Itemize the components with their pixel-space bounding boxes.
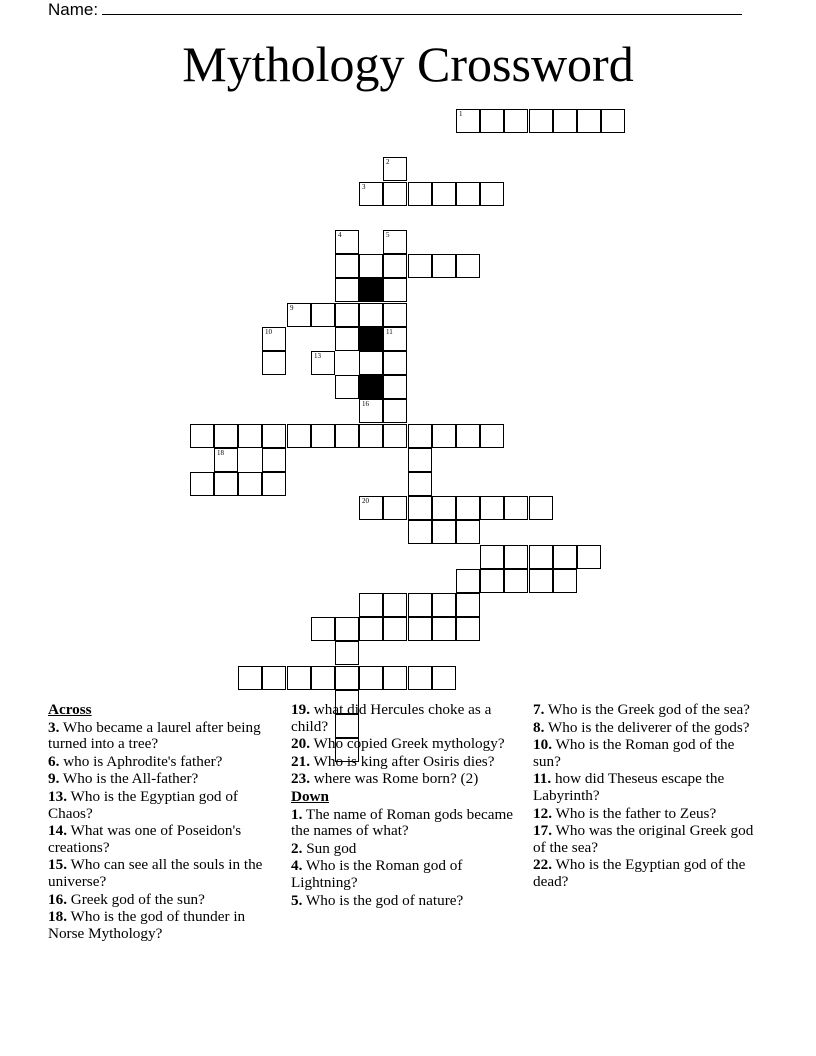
crossword-cell[interactable]	[311, 424, 335, 448]
clue-number: 9	[290, 304, 294, 312]
crossword-cell[interactable]	[408, 496, 432, 520]
crossword-cell[interactable]	[480, 424, 504, 448]
crossword-cell[interactable]	[335, 617, 359, 641]
crossword-cell[interactable]	[553, 569, 577, 593]
crossword-cell[interactable]	[408, 448, 432, 472]
clue-item	[48, 771, 276, 788]
crossword-cell[interactable]	[480, 109, 504, 133]
clue-number-label: 6.	[48, 752, 60, 770]
clue-item	[48, 789, 276, 822]
clue-text: Who can see all the souls in the universe?	[48, 856, 263, 890]
clue-item	[48, 720, 276, 753]
crossword-cell[interactable]	[432, 182, 456, 206]
crossword-cell[interactable]	[383, 157, 407, 181]
crossword-cell[interactable]	[335, 278, 359, 302]
crossword-cell[interactable]	[432, 496, 456, 520]
crossword-cell[interactable]	[335, 327, 359, 351]
crossword-cell[interactable]	[504, 109, 528, 133]
crossword-cell[interactable]	[359, 617, 383, 641]
clue-number-label: 4.	[291, 857, 303, 875]
crossword-block	[359, 278, 383, 302]
clue-text: Who is the All-father?	[62, 770, 199, 788]
crossword-cell[interactable]	[408, 424, 432, 448]
clue-text: who is Aphrodite's father?	[63, 752, 223, 770]
crossword-cell[interactable]	[359, 254, 383, 278]
clue-item	[48, 892, 276, 909]
crossword-cell[interactable]	[504, 496, 528, 520]
clues-column-1	[48, 702, 276, 943]
across-clue-list	[48, 720, 276, 943]
clue-number-label: 15.	[48, 856, 67, 874]
clue-text: Sun god	[306, 839, 357, 857]
clue-item	[533, 771, 761, 804]
crossword-cell[interactable]	[432, 593, 456, 617]
clue-text: Who was the original Greek god of the sea?	[533, 822, 754, 856]
crossword-cell[interactable]	[311, 303, 335, 327]
crossword-cell[interactable]	[238, 666, 262, 690]
crossword-cell[interactable]	[529, 569, 553, 593]
crossword-cell[interactable]	[383, 254, 407, 278]
crossword-cell[interactable]	[359, 666, 383, 690]
crossword-cell[interactable]	[311, 617, 335, 641]
crossword-cell[interactable]	[432, 617, 456, 641]
clue-item	[291, 736, 519, 753]
crossword-cell[interactable]	[383, 424, 407, 448]
crossword-cell[interactable]	[238, 424, 262, 448]
clue-text: Greek god of the sun?	[70, 890, 205, 908]
clue-item	[291, 841, 519, 858]
clue-number-label: 10.	[533, 736, 552, 754]
crossword-cell[interactable]	[529, 545, 553, 569]
crossword-cell[interactable]	[529, 109, 553, 133]
crossword-cell[interactable]	[262, 351, 286, 375]
crossword-cell[interactable]	[480, 569, 504, 593]
crossword-cell[interactable]	[383, 303, 407, 327]
clue-text: Who is the deliverer of the gods?	[547, 718, 750, 736]
crossword-cell[interactable]	[262, 424, 286, 448]
crossword-cell[interactable]	[383, 351, 407, 375]
clue-number-label: 14.	[48, 822, 67, 840]
clue-item	[48, 754, 276, 771]
crossword-cell[interactable]	[456, 593, 480, 617]
clue-number-label: 12.	[533, 804, 552, 822]
crossword-cell[interactable]	[408, 254, 432, 278]
clue-text: Who is king after Osiris dies?	[313, 752, 495, 770]
clue-item	[291, 754, 519, 771]
clue-number-label: 13.	[48, 787, 67, 805]
clue-text: Who is the father to Zeus?	[555, 804, 717, 822]
crossword-cell[interactable]	[335, 303, 359, 327]
clue-number-label: 17.	[533, 822, 552, 840]
clue-number-label: 21.	[291, 752, 310, 770]
clue-item	[48, 909, 276, 942]
clue-number: 4	[338, 231, 342, 239]
crossword-cell[interactable]	[359, 424, 383, 448]
clue-item	[48, 857, 276, 890]
crossword-cell[interactable]	[383, 327, 407, 351]
clue-number: 5	[386, 231, 390, 239]
crossword-cell[interactable]	[408, 182, 432, 206]
crossword-cell[interactable]	[287, 303, 311, 327]
crossword-cell[interactable]	[456, 617, 480, 641]
clue-number-label: 20.	[291, 735, 310, 753]
crossword-cell[interactable]	[383, 617, 407, 641]
crossword-cell[interactable]	[504, 569, 528, 593]
crossword-cell[interactable]	[456, 520, 480, 544]
crossword-cell[interactable]	[262, 448, 286, 472]
crossword-cell[interactable]	[456, 109, 480, 133]
clue-text: Who is the Greek god of the sea?	[547, 701, 750, 718]
crossword-cell[interactable]	[335, 641, 359, 665]
clue-item	[533, 702, 761, 719]
clue-number-label: 9.	[48, 770, 60, 788]
clue-number: 16	[362, 400, 369, 408]
crossword-cell[interactable]	[432, 254, 456, 278]
crossword-cell[interactable]	[287, 666, 311, 690]
clue-number-label: 2.	[291, 839, 303, 857]
clue-number: 3	[362, 183, 366, 191]
clue-item	[533, 720, 761, 737]
crossword-cell[interactable]	[408, 617, 432, 641]
crossword-cell[interactable]	[335, 424, 359, 448]
clue-number-label: 7.	[533, 701, 545, 718]
clue-item	[291, 771, 519, 788]
clues-column-3	[533, 702, 761, 892]
crossword-cell[interactable]	[359, 399, 383, 423]
crossword-cell[interactable]	[529, 496, 553, 520]
crossword-block	[359, 375, 383, 399]
crossword-cell[interactable]	[553, 545, 577, 569]
down-clue-list-continued	[533, 702, 761, 891]
crossword-cell[interactable]	[238, 472, 262, 496]
clue-number-label: 3.	[48, 718, 60, 736]
crossword-cell[interactable]	[432, 520, 456, 544]
crossword-cell[interactable]	[456, 569, 480, 593]
clue-text: where was Rome born? (2)	[313, 770, 479, 788]
clue-text: how did Theseus escape the Labyrinth?	[533, 770, 725, 804]
crossword-cell[interactable]	[408, 666, 432, 690]
clue-text: Who is the god of nature?	[305, 891, 464, 909]
crossword-cell[interactable]	[359, 303, 383, 327]
crossword-cell[interactable]	[383, 593, 407, 617]
clue-number-label: 11.	[533, 770, 552, 788]
clue-number-label: 19.	[291, 701, 310, 718]
crossword-cell[interactable]	[408, 472, 432, 496]
clue-number: 18	[217, 449, 224, 457]
clue-item	[533, 857, 761, 890]
crossword-cell[interactable]	[311, 666, 335, 690]
crossword-cell[interactable]	[456, 496, 480, 520]
across-clue-list-continued	[291, 702, 519, 788]
crossword-cell[interactable]	[311, 351, 335, 375]
crossword-cell[interactable]	[577, 545, 601, 569]
crossword-cell[interactable]	[287, 424, 311, 448]
clue-number: 11	[386, 328, 393, 336]
crossword-cell[interactable]	[504, 545, 528, 569]
crossword-cell[interactable]	[262, 472, 286, 496]
clue-number-label: 22.	[533, 856, 552, 874]
clues-column-2	[291, 702, 519, 910]
clue-number-label: 18.	[48, 908, 67, 926]
crossword-cell[interactable]	[553, 109, 577, 133]
crossword-cell[interactable]	[335, 666, 359, 690]
crossword-cell[interactable]	[262, 666, 286, 690]
clue-text: Who is the Egyptian god of the dead?	[533, 856, 746, 890]
crossword-cell[interactable]	[335, 230, 359, 254]
clue-text: what did Hercules choke as a child?	[291, 701, 492, 735]
name-label: Name:	[48, 0, 99, 19]
clue-text: The name of Roman gods became the names of what?	[291, 805, 513, 840]
crossword-cell[interactable]	[359, 351, 383, 375]
crossword-cell[interactable]	[335, 375, 359, 399]
clue-item	[533, 823, 761, 856]
clue-number-label: 23.	[291, 770, 310, 788]
clue-number-label: 5.	[291, 891, 303, 909]
clue-item	[291, 702, 519, 735]
clue-number-label: 8.	[533, 718, 545, 736]
crossword-cell[interactable]	[456, 182, 480, 206]
crossword-cell[interactable]	[432, 424, 456, 448]
clue-number: 20	[362, 497, 369, 505]
clue-item	[533, 737, 761, 770]
crossword-cell[interactable]	[480, 545, 504, 569]
crossword-cell[interactable]	[577, 109, 601, 133]
crossword-cell[interactable]	[359, 182, 383, 206]
clue-number-label: 1.	[291, 805, 303, 823]
crossword-cell[interactable]	[190, 424, 214, 448]
crossword-cell[interactable]	[383, 666, 407, 690]
across-heading: Across	[48, 701, 92, 718]
clue-text: Who is the Roman god of Lightning?	[291, 857, 463, 891]
clue-item	[48, 823, 276, 856]
crossword-cell[interactable]	[408, 593, 432, 617]
crossword-cell[interactable]	[456, 424, 480, 448]
crossword-cell[interactable]	[480, 496, 504, 520]
clue-number-label: 16.	[48, 890, 67, 908]
crossword-cell[interactable]	[383, 230, 407, 254]
clue-number: 2	[386, 158, 390, 166]
clue-text: Who became a laurel after being turned into a tree?	[48, 718, 261, 753]
crossword-cell[interactable]	[383, 375, 407, 399]
clue-text: What was one of Poseidon's creations?	[48, 822, 242, 856]
clue-number: 13	[314, 352, 321, 360]
crossword-cell[interactable]	[383, 496, 407, 520]
clue-item	[291, 807, 519, 840]
crossword-cell[interactable]	[190, 472, 214, 496]
crossword-cell[interactable]	[480, 182, 504, 206]
down-heading: Down	[291, 787, 329, 805]
page-title: Mythology Crossword	[182, 36, 634, 92]
crossword-cell[interactable]	[408, 520, 432, 544]
clue-text: Who is the Egyptian god of Chaos?	[48, 787, 238, 822]
crossword-cell[interactable]	[383, 399, 407, 423]
clue-item	[291, 858, 519, 891]
clue-number: 10	[265, 328, 272, 336]
clue-item	[533, 806, 761, 823]
crossword-cell[interactable]	[383, 278, 407, 302]
crossword-cell[interactable]	[601, 109, 625, 133]
crossword-cell[interactable]	[432, 666, 456, 690]
crossword-cell[interactable]	[335, 254, 359, 278]
clue-text: Who copied Greek mythology?	[313, 735, 505, 753]
crossword-block	[359, 327, 383, 351]
down-clue-list	[291, 807, 519, 910]
clue-number: 1	[459, 110, 463, 118]
crossword-cell[interactable]	[214, 448, 238, 472]
crossword-cell[interactable]	[359, 593, 383, 617]
crossword-cell[interactable]	[214, 424, 238, 448]
crossword-cell[interactable]	[383, 182, 407, 206]
crossword-cell[interactable]	[359, 496, 383, 520]
crossword-cell[interactable]	[262, 327, 286, 351]
clue-item	[291, 893, 519, 910]
crossword-cell[interactable]	[214, 472, 238, 496]
clue-text: Who is the god of thunder in Norse Mythology?	[48, 908, 246, 942]
crossword-cell[interactable]	[456, 254, 480, 278]
clue-text: Who is the Roman god of the sun?	[533, 736, 735, 770]
